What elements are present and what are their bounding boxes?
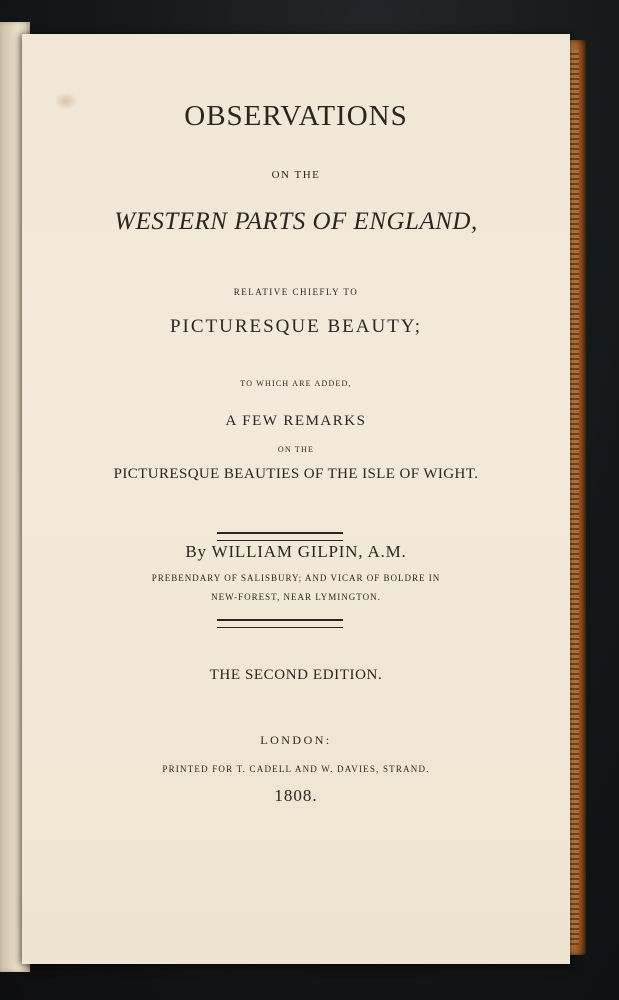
on-the-text-2: ON THE [277, 445, 315, 454]
double-rule-bottom [217, 619, 343, 628]
on-the-text: ON THE [271, 169, 321, 181]
author-line: By WILLIAM GILPIN, A.M. [185, 542, 407, 561]
few-remarks-text: A FEW REMARKS [225, 413, 367, 429]
relative-chiefly-text: RELATIVE CHIEFLY TO [233, 287, 359, 297]
to-which-added-text: TO WHICH ARE ADDED, [240, 379, 352, 388]
imprint-year: 1808. [274, 786, 318, 805]
subject-title: WESTERN PARTS OF ENGLAND, [114, 208, 478, 235]
picturesque-beauty-text: PICTURESQUE BEAUTY; [169, 316, 423, 337]
author-title-line-1: PREBENDARY OF SALISBURY; AND VICAR OF BOLDRE IN [151, 573, 441, 583]
author-title-line-2: NEW-FOREST, NEAR LYMINGTON. [211, 592, 381, 602]
book-title: OBSERVATIONS [184, 100, 408, 132]
edition-text: THE SECOND EDITION. [209, 667, 383, 683]
double-rule-top [217, 532, 343, 541]
imprint-place: LONDON: [260, 733, 332, 747]
imprint-publisher: PRINTED FOR T. CADELL AND W. DAVIES, STRAND. [162, 764, 430, 774]
isle-of-wight-text: PICTURESQUE BEAUTIES OF THE ISLE OF WIGHT. [113, 466, 479, 482]
